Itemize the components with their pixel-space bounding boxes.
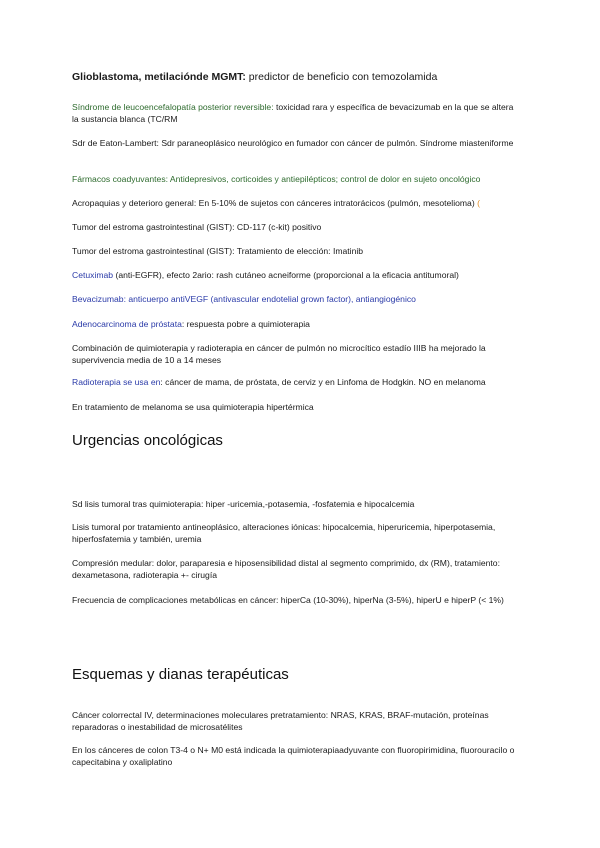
term-leucoencefalopatia: Síndrome de leucoencefalopatía posterior reversible:: [72, 102, 274, 112]
term-cetuximab: Cetuximab: [72, 270, 114, 280]
paragraph: [72, 102, 522, 125]
paragraph: [72, 138, 522, 150]
text: : cáncer de mama, de próstata, de cerviz y en Linfoma de Hodgkin. NO en melanoma: [160, 377, 486, 387]
orange-mark: (: [477, 198, 480, 208]
paragraph: [72, 294, 522, 306]
paragraph: [72, 343, 522, 366]
paragraph: [72, 198, 522, 210]
paragraph: [72, 222, 522, 234]
text: (anti-EGFR), efecto 2ario: rash cutáneo acneiforme (proporcional a la eficacia antitumoral): [113, 270, 459, 280]
text: Lisis tumoral por tratamiento antineoplásico, alteraciones iónicas: hipocalcemia, hiperuricemia, hiperpotasemia, hiperfosfatemia y también, uremia: [72, 522, 496, 544]
term-radioterapia: Radioterapia se usa en: [72, 377, 161, 387]
text: En tratamiento de melanoma se usa quimioterapia hipertérmica: [72, 402, 314, 412]
text: Combinación de quimioterapia y radioterapia en cáncer de pulmón no microcítico estadío IIIB ha mejorado la supervivencia media de 10 a 14 meses: [72, 343, 486, 365]
section-heading-urgencias: Urgencias oncológicas: [72, 432, 223, 449]
paragraph: [72, 377, 522, 389]
paragraph: [72, 319, 522, 331]
paragraph: [72, 710, 522, 733]
text: Compresión medular: dolor, paraparesia e hiposensibilidad distal al segmento comprimido, dx (RM), tratamiento: dexametasona, radioterapia +- cirugía: [72, 558, 500, 580]
paragraph: [72, 595, 522, 607]
text: En los cánceres de colon T3-4 o N+ M0 está indicada la quimioterapiaadyuvante con fluoropirimidina, fluorouracilo o capecitabina y oxaliplatino: [72, 745, 515, 767]
paragraph: [72, 558, 522, 581]
paragraph: [72, 174, 522, 186]
text: Frecuencia de complicaciones metabólicas en cáncer: hiperCa (10-30%), hiperNa (3-5%), hiperU e hiperP (< 1%): [72, 595, 504, 605]
paragraph: [72, 745, 522, 768]
term-adenocarcinoma: Adenocarcinoma de próstata: [72, 319, 182, 329]
term-farmacos-coadyuvantes: Fármacos coadyuvantes: Antidepresivos, corticoides y antiepilépticos; control de dolor en sujeto oncológico: [72, 174, 481, 184]
paragraph: [72, 246, 522, 258]
paragraph: [72, 402, 522, 414]
section-heading-esquemas: Esquemas y dianas terapéuticas: [72, 666, 289, 683]
paragraph: [72, 522, 522, 545]
text: Tumor del estroma gastrointestinal (GIST): CD-117 (c-kit) positivo: [72, 222, 322, 232]
text: Acropaquias y deterioro general: En 5-10% de sujetos con cánceres intratorácicos (pulmón, mesotelioma): [72, 198, 478, 208]
title-bold: Glioblastoma, metilaciónde MGMT:: [72, 71, 246, 83]
term-bevacizumab: Bevacizumab: anticuerpo antiVEGF (antivascular endotelial grown factor), antiangiogénico: [72, 294, 416, 304]
text: Cáncer colorrectal IV, determinaciones moleculares pretratamiento: NRAS, KRAS, BRAF-mutación, proteínas reparadoras o inestabilidad de microsatélites: [72, 710, 489, 732]
text: Tumor del estroma gastrointestinal (GIST): Tratamiento de elección: Imatinib: [72, 246, 364, 256]
paragraph: [72, 270, 522, 282]
text: : respuesta pobre a quimioterapia: [181, 319, 310, 329]
title-rest: predictor de beneficio con temozolamida: [245, 71, 438, 83]
document-title: [72, 71, 437, 84]
text: Sd lisis tumoral tras quimioterapia: hiper -uricemia,-potasemia, -fosfatemia e hipocalcemia: [72, 499, 415, 509]
text: toxicidad rara y específica de bevacizumab en la que se altera la sustancia blanca (TC/RM: [72, 102, 514, 124]
text: Sdr de Eaton-Lambert: Sdr paraneoplásico neurológico en fumador con cáncer de pulmón. Síndrome miasteniforme: [72, 138, 514, 148]
paragraph: [72, 499, 522, 511]
